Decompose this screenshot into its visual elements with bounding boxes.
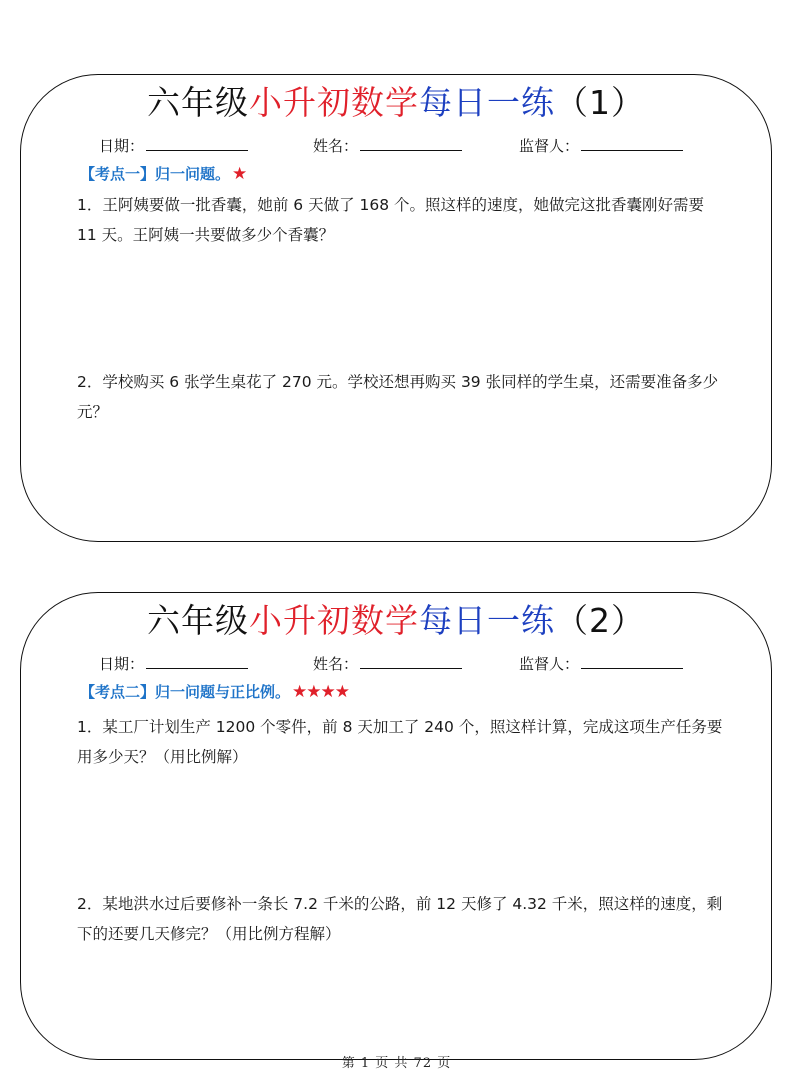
name-blank[interactable] — [360, 135, 462, 151]
title-daily-practice: 每日一练 — [419, 601, 555, 640]
info-row — [21, 653, 771, 675]
title-grade: 六年级 — [147, 601, 249, 640]
question-2: 2．学校购买 6 张学生桌花了 270 元。学校还想再购买 39 张同样的学生桌，还需要准备多少元？ — [77, 373, 719, 421]
topic-label: 【考点一】归一问题。 — [80, 165, 231, 183]
date-label: 日期： — [99, 655, 145, 673]
exercise-card-1 — [20, 74, 772, 542]
date-field — [99, 135, 248, 157]
name-field — [313, 653, 462, 675]
supervisor-label: 监督人： — [519, 655, 580, 673]
date-field — [99, 653, 248, 675]
date-blank[interactable] — [146, 653, 248, 669]
exercise-card-2 — [20, 592, 772, 1060]
date-blank[interactable] — [146, 135, 248, 151]
name-label: 姓名： — [313, 137, 359, 155]
question-1: 1．某工厂计划生产 1200 个零件，前 8 天加工了 240 个，照这样计算，完成这项生产任务要用多少天？（用比例解） — [77, 718, 723, 766]
supervisor-label: 监督人： — [519, 137, 580, 155]
title-subject: 小升初数学 — [249, 83, 419, 122]
card-title — [21, 81, 771, 125]
date-label: 日期： — [99, 137, 145, 155]
name-blank[interactable] — [360, 653, 462, 669]
difficulty-stars: ★ — [232, 164, 247, 184]
topic-label: 【考点二】归一问题与正比例。 — [80, 683, 291, 701]
name-label: 姓名： — [313, 655, 359, 673]
title-number: （1） — [555, 83, 645, 122]
topic-heading — [80, 163, 246, 185]
title-daily-practice: 每日一练 — [419, 83, 555, 122]
page-footer: 第 1 页 共 72 页 — [341, 1056, 452, 1071]
supervisor-blank[interactable] — [581, 653, 683, 669]
info-row — [21, 135, 771, 157]
topic-heading — [80, 681, 349, 703]
difficulty-stars: ★★★★ — [292, 682, 349, 702]
supervisor-blank[interactable] — [581, 135, 683, 151]
question-1: 1．王阿姨要做一批香囊，她前 6 天做了 168 个。照这样的速度，她做完这批香囊刚好需要 11 天。王阿姨一共要做多少个香囊？ — [77, 196, 705, 244]
name-field — [313, 135, 462, 157]
title-subject: 小升初数学 — [249, 601, 419, 640]
supervisor-field — [519, 653, 683, 675]
question-2: 2．某地洪水过后要修补一条长 7.2 千米的公路，前 12 天修了 4.32 千米，照这样的速度，剩下的还要几天修完？（用比例方程解） — [77, 895, 723, 943]
supervisor-field — [519, 135, 683, 157]
card-title — [21, 599, 771, 643]
title-number: （2） — [555, 601, 645, 640]
title-grade: 六年级 — [147, 83, 249, 122]
